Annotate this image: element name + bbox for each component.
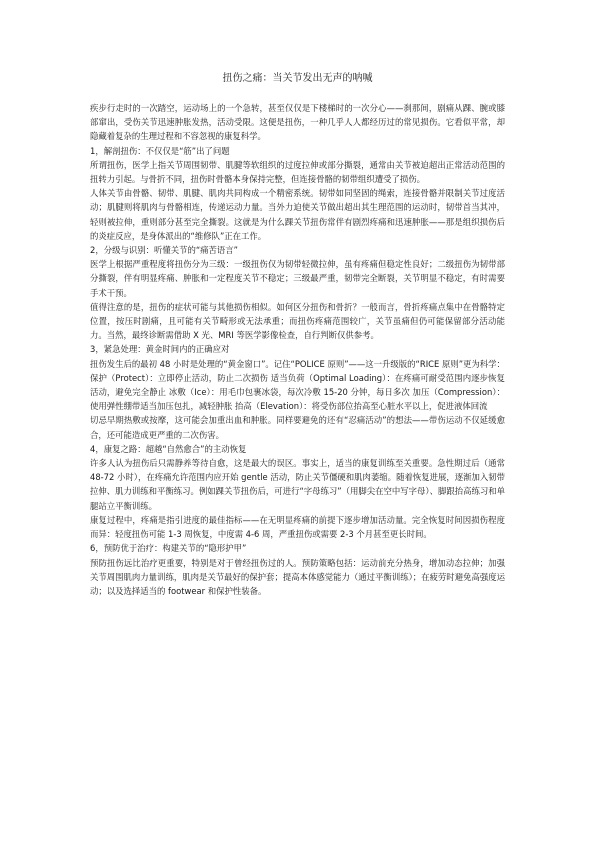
- section-4-paragraph-1: 许多人认为扭伤后只需静养等待自愈，这是最大的误区。事实上，适当的康复训练至关重要。急性期过后（通常 48-72 小时），在疼痛允许范围内应开始 gentle 活动，防止关节僵硬和肌肉萎缩。随着恢复进展，逐渐加入韧带拉伸、肌力训练和平衡练习。例如踝关节扭伤后，可进行“字母练习”（用脚尖在空中写字母）、脚跟抬高练习和单腿站立平衡训练。: [90, 458, 505, 511]
- section-1-paragraph-2: 人体关节由骨骼、韧带、肌腱、肌肉共同构成一个精密系统。韧带如同坚固的绳索，连接骨骼并限制关节过度活动；肌腱则将肌肉与骨骼相连，传递运动力量。当外力迫使关节做出超出其生理范围的运动时，韧带首当其冲，轻则被拉伸，重则部分甚至完全撕裂。这就是为什么踝关节扭伤常伴有剧烈疼痛和迅速肿胀——那是组织损伤后的炎症反应，是身体派出的“维修队”正在工作。: [90, 188, 505, 241]
- section-4-heading: 4，康复之路：超越“自然愈合”的主动恢复: [90, 443, 247, 454]
- article-title: 扭伤之痛：当关节发出无声的呐喊: [222, 73, 373, 84]
- section-1-heading: 1，解剖扭伤：不仅仅是“筋”出了问题: [90, 145, 230, 156]
- section-5-paragraph-1: 预防扭伤远比治疗更重要，特别是对于曾经扭伤过的人。预防策略包括：运动前充分热身，增加动态拉伸；加强关节周围肌肉力量训练，肌肉是关节最好的保护套；提高本体感觉能力（通过平衡训练）；在疲劳时避免高强度运动；以及选择适当的 footwear 和保护性装备。: [90, 557, 505, 596]
- section-3-paragraph-2: 保护（Protect）：立即停止活动，防止二次损伤 适当负荷（Optimal Loading）：在疼痛可耐受范围内逐步恢复活动，避免完全静止 冰敷（Ice）：用毛巾包裹冰袋，每次冷敷 15-20 分钟，每日多次 加压（Compression）：使用弹性绷带适当加压包扎，减轻肿胀 抬高（Elevation）：将受伤部位抬高至心脏水平以上，促进液体回流: [90, 372, 505, 412]
- intro-paragraph: 疾步行走时的一次踏空，运动场上的一个急转，甚至仅仅是下楼梯时的一次分心——刹那间，剧痛从踝、腕或膝部窜出，受伤关节迅速肿胀发热，活动受限。这便是扭伤，一种几乎人人都经历过的常见损伤。它看似平常，却隐藏着复杂的生理过程和不容忽视的康复科学。: [90, 103, 505, 142]
- section-4-paragraph-2: 康复过程中，疼痛是指引进度的最佳指标——在无明显疼痛的前提下逐步增加活动量。完全恢复时间因损伤程度而异：轻度扭伤可能 1-3 周恢复，中度需 4-6 周，严重扭伤或需要 2-3 个月甚至更长时间。: [90, 514, 505, 540]
- section-3-paragraph-3: 切忌早期热敷或按摩，这可能会加重出血和肿胀。同样要避免的还有“忍痛活动”的想法——带伤运动不仅延缓愈合，还可能造成更严重的二次伤害。: [90, 415, 505, 440]
- article-body: [90, 101, 505, 598]
- section-2-paragraph-1: 医学上根据严重程度将扭伤分为三级：一级扭伤仅为韧带轻微拉伸，虽有疼痛但稳定性良好；二级扭伤为韧带部分撕裂，伴有明显疼痛、肿胀和一定程度关节不稳定；三级最严重，韧带完全断裂，关节明显不稳定，有时需要手术干预。: [90, 259, 505, 298]
- section-5-heading: 6，预防优于治疗：构建关节的“隐形护甲”: [90, 543, 247, 554]
- section-2-paragraph-2: 值得注意的是，扭伤的症状可能与其他损伤相似。如何区分扭伤和骨折？一般而言，骨折疼痛点集中在骨骼特定位置，按压时剧痛，且可能有关节畸形或无法承重；而扭伤疼痛范围较广，关节虽痛但仍可能保留部分活动能力。当然，最终诊断需借助 X 光、MRI 等医学影像检查，自行判断仅供参考。: [90, 301, 505, 341]
- section-1-paragraph-1: 所谓扭伤，医学上指关节周围韧带、肌腱等软组织的过度拉伸或部分撕裂，通常由关节被迫超出正常活动范围的扭转力引起。与骨折不同，扭伤时骨骼本身保持完整，但连接骨骼的韧带组织遭受了损伤。: [90, 159, 505, 185]
- section-2-heading: 2，分级与识别：听懂关节的“痛苦语言”: [90, 245, 239, 256]
- section-3-paragraph-1: 扭伤发生后的最初 48 小时是处理的“黄金窗口”。记住“POLICE 原则”——这一升级版的“RICE 原则”更为科学：: [90, 358, 505, 369]
- section-3-heading: 3，紧急处理：黄金时间内的正确应对: [90, 344, 230, 355]
